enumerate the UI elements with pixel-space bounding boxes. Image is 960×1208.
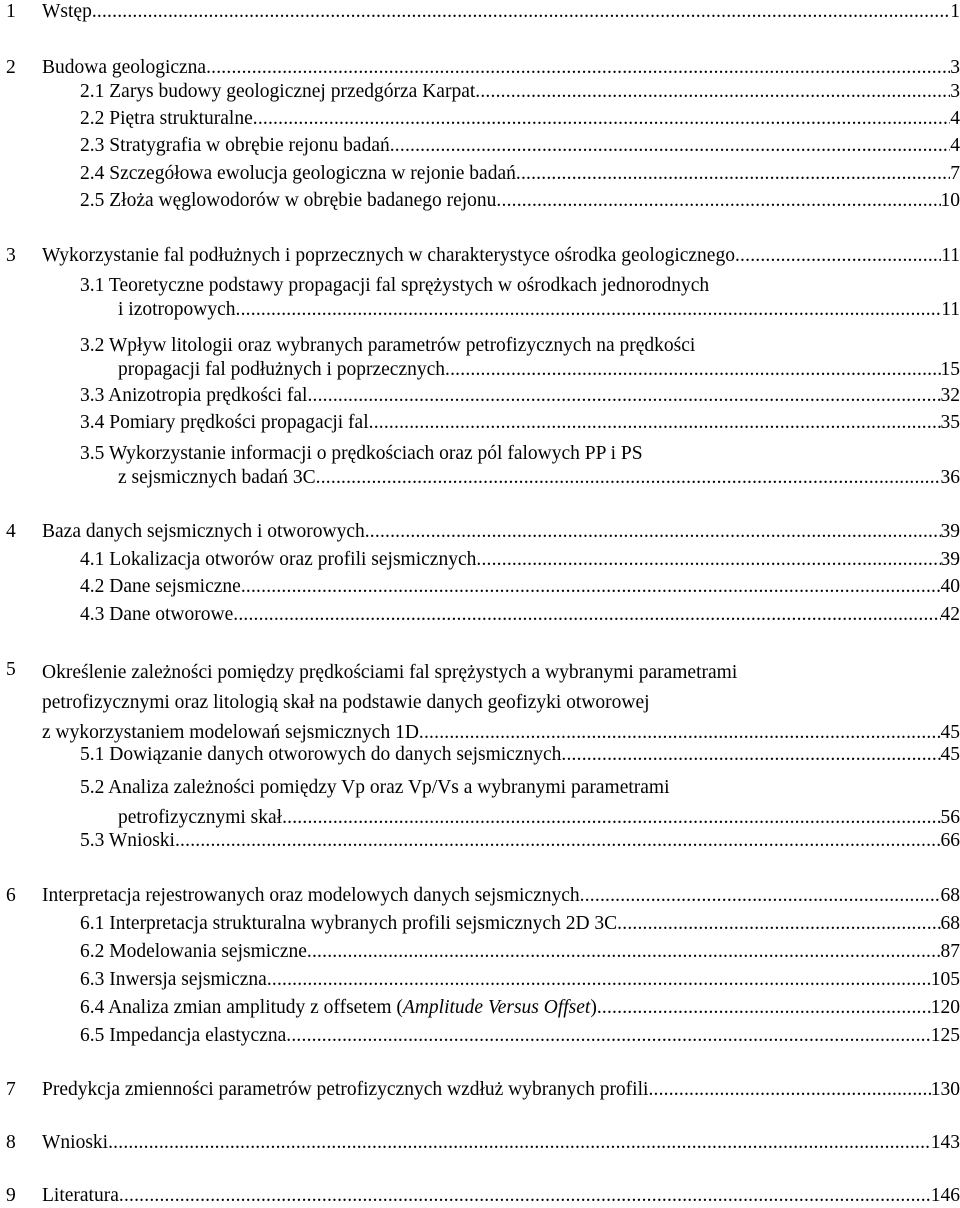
toc-page: 130	[931, 1078, 960, 1102]
toc-entry	[6, 884, 960, 908]
toc-page: 3	[950, 56, 960, 80]
dot-leader	[267, 968, 931, 992]
toc-title: 6.2 Modelowania sejsmiczne	[80, 940, 307, 964]
toc-entry	[80, 107, 960, 131]
toc-entry	[80, 829, 960, 853]
dot-leader	[476, 548, 940, 572]
dot-leader	[236, 298, 942, 322]
toc-page: 45	[941, 718, 960, 748]
toc-page: 10	[941, 189, 960, 213]
dot-leader	[175, 829, 941, 853]
toc-title: 2.1 Zarys budowy geologicznej przedgórza Karpat	[80, 80, 475, 104]
toc-entry	[80, 940, 960, 964]
toc-entry	[80, 968, 960, 992]
toc-entry	[6, 1184, 960, 1208]
toc-page: 68	[941, 912, 960, 936]
toc-number: 9	[6, 1184, 42, 1208]
toc-page: 87	[941, 940, 960, 964]
toc-entry	[80, 80, 960, 104]
toc-number: 1	[6, 0, 42, 24]
dot-leader	[233, 603, 940, 627]
dot-leader	[516, 162, 950, 186]
toc-entry	[80, 1024, 960, 1048]
toc-entry	[80, 996, 960, 1020]
toc-page: 35	[941, 411, 960, 435]
toc-page: 40	[941, 575, 960, 599]
toc-page: 146	[931, 1184, 960, 1208]
toc-entry	[80, 548, 960, 572]
toc-title: 4.2 Dane sejsmiczne	[80, 575, 241, 599]
toc-title: Wykorzystanie fal podłużnych i poprzecznych w charakterystyce ośrodka geologicznego	[42, 244, 735, 268]
dot-leader	[735, 244, 941, 268]
toc-title: propagacji fal podłużnych i poprzecznych	[118, 358, 445, 382]
toc-title: 6.3 Inwersja sejsmiczna	[80, 968, 267, 992]
toc-title: z sejsmicznych badań 3C	[118, 466, 316, 490]
toc-page: 39	[941, 548, 960, 572]
toc-title: petrofizycznymi skał	[118, 803, 282, 833]
toc-number: 3	[6, 244, 42, 268]
dot-leader	[241, 575, 941, 599]
toc-title: 3.4 Pomiary prędkości propagacji fal	[80, 411, 369, 435]
toc-page: 4	[950, 107, 960, 131]
toc-page: 7	[950, 162, 960, 186]
dot-leader	[307, 384, 940, 408]
toc-entry	[6, 1078, 960, 1102]
toc-title: 5.3 Wnioski	[80, 829, 175, 853]
toc-title: Literatura	[42, 1184, 119, 1208]
toc-entry	[6, 658, 960, 748]
toc-entry	[6, 1131, 960, 1155]
toc-title: z wykorzystaniem modelowań sejsmicznych 1D	[42, 718, 419, 748]
toc-entry	[6, 244, 960, 268]
toc-entry	[80, 134, 960, 158]
toc-page: 32	[941, 384, 960, 408]
dot-leader	[475, 80, 950, 104]
toc-title: 5.1 Dowiązanie danych otworowych do danych sejsmicznych	[80, 743, 561, 767]
toc-number: 7	[6, 1078, 42, 1102]
toc-title-line: Określenie zależności pomiędzy prędkościami fal sprężystych a wybranymi parametrami	[42, 658, 960, 688]
toc-title: Wstęp	[42, 0, 92, 24]
toc-number: 5	[6, 658, 42, 682]
toc-title: 6.4 Analiza zmian amplitudy z offsetem (	[80, 996, 403, 1020]
toc-page: 3	[950, 80, 960, 104]
toc-number: 4	[6, 520, 42, 544]
toc-title-line: 3.1 Teoretyczne podstawy propagacji fal sprężystych w ośrodkach jednorodnych	[80, 274, 960, 298]
dot-leader	[597, 996, 931, 1020]
toc-number: 2	[6, 56, 42, 80]
toc-title: 6.1 Interpretacja strukturalna wybranych profili sejsmicznych 2D 3C	[80, 912, 617, 936]
toc-entry	[6, 520, 960, 544]
toc-entry	[80, 912, 960, 936]
toc-entry	[80, 743, 960, 767]
toc-title: 4.3 Dane otworowe	[80, 603, 233, 627]
dot-leader	[119, 1184, 931, 1208]
dot-leader	[365, 520, 941, 544]
dot-leader	[496, 189, 940, 213]
dot-leader	[316, 466, 941, 490]
toc-title: 6.5 Impedancja elastyczna	[80, 1024, 286, 1048]
toc-title: 2.4 Szczegółowa ewolucja geologiczna w rejonie badań	[80, 162, 516, 186]
toc-page: 125	[931, 1024, 960, 1048]
toc-title: Baza danych sejsmicznych i otworowych	[42, 520, 365, 544]
dot-leader	[108, 1131, 931, 1155]
toc-page: 11	[941, 244, 960, 268]
toc-entry	[80, 411, 960, 435]
toc-entry	[80, 162, 960, 186]
toc-title: Budowa geologiczna	[42, 56, 206, 80]
toc-title: 2.2 Piętra strukturalne	[80, 107, 253, 131]
toc-page: 39	[941, 520, 960, 544]
dot-leader	[617, 912, 940, 936]
toc-entry	[80, 773, 960, 833]
dot-leader	[253, 107, 951, 131]
dot-leader	[561, 743, 940, 767]
toc-title-tail: )	[590, 996, 597, 1020]
toc-page: 66	[941, 829, 960, 853]
toc-title: 2.5 Złoża węglowodorów w obrębie badanego rejonu	[80, 189, 496, 213]
toc-entry	[80, 575, 960, 599]
dot-leader	[580, 884, 941, 908]
toc-title-line: petrofizycznymi oraz litologią skał na podstawie danych geofizyki otworowej	[42, 688, 960, 718]
toc-entry	[80, 274, 960, 322]
toc-entry	[80, 334, 960, 382]
dot-leader	[445, 358, 940, 382]
toc-page: 15	[941, 358, 960, 382]
toc-title: i izotropowych	[118, 298, 236, 322]
toc-title: 3.3 Anizotropia prędkości fal	[80, 384, 307, 408]
toc-title: Predykcja zmienności parametrów petrofizycznych wzdłuż wybranych profili	[42, 1078, 648, 1102]
toc-entry	[6, 0, 960, 24]
dot-leader	[390, 134, 951, 158]
toc-page: 143	[931, 1131, 960, 1155]
toc-title-italic: Amplitude Versus Offset	[403, 996, 590, 1020]
toc-page: 42	[941, 603, 960, 627]
dot-leader	[307, 940, 941, 964]
toc-title-line: 3.5 Wykorzystanie informacji o prędkościach oraz pól falowych PP i PS	[80, 442, 960, 466]
toc-title: 4.1 Lokalizacja otworów oraz profili sejsmicznych	[80, 548, 476, 572]
toc-page: 4	[950, 134, 960, 158]
toc-page: 11	[941, 298, 960, 322]
toc-entry	[80, 384, 960, 408]
toc-entry	[80, 189, 960, 213]
dot-leader	[286, 1024, 930, 1048]
dot-leader	[369, 411, 941, 435]
toc-number: 8	[6, 1131, 42, 1155]
toc-entry	[80, 603, 960, 627]
toc-page: 45	[941, 743, 960, 767]
toc-title-line: 3.2 Wpływ litologii oraz wybranych parametrów petrofizycznych na prędkości	[80, 334, 960, 358]
toc-page: 1	[950, 0, 960, 24]
dot-leader	[92, 0, 950, 24]
toc-page: 56	[941, 803, 960, 833]
toc-number: 6	[6, 884, 42, 908]
toc-page: 105	[931, 968, 960, 992]
toc-title: Interpretacja rejestrowanych oraz modelowych danych sejsmicznych	[42, 884, 580, 908]
dot-leader	[648, 1078, 930, 1102]
toc-page: 120	[931, 996, 960, 1020]
toc-page: 68	[941, 884, 960, 908]
toc-entry	[80, 442, 960, 490]
toc-entry	[6, 56, 960, 80]
toc-title: 2.3 Stratygrafia w obrębie rejonu badań	[80, 134, 390, 158]
toc-title-line: 5.2 Analiza zależności pomiędzy Vp oraz Vp/Vs a wybranymi parametrami	[80, 773, 960, 803]
toc-title: Wnioski	[42, 1131, 108, 1155]
toc-page: 36	[941, 466, 960, 490]
dot-leader	[206, 56, 950, 80]
